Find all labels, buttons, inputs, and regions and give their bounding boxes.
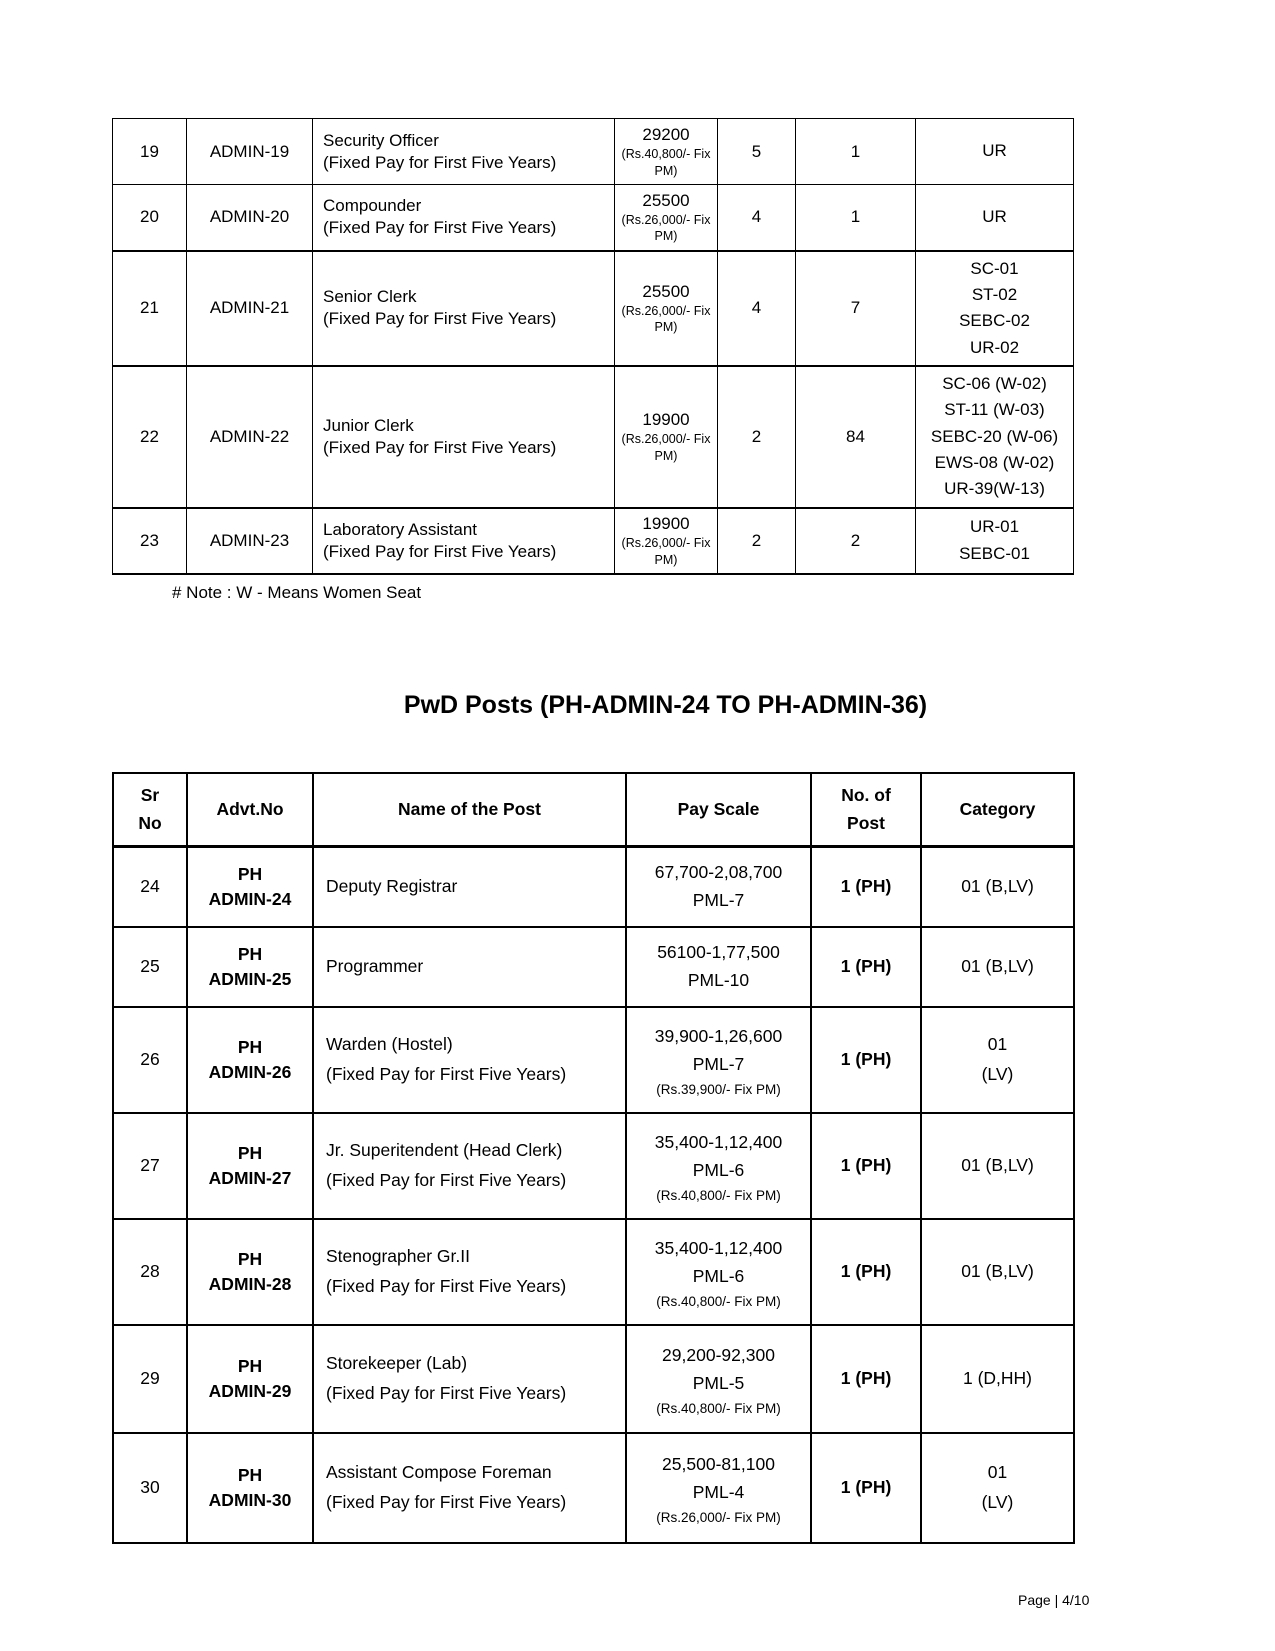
category-cell-line: UR-39(W-13) [944,479,1045,499]
pay-scale-cell-line: PML-10 [687,970,750,991]
pay-cell-sub: (Rs.26,000/- Fix PM) [621,432,711,463]
post-name-cell-line: Programmer [326,956,424,977]
pwd-posts-table [112,772,1075,1544]
table-row [113,1113,1074,1219]
category-cell-line: EWS-08 (W-02) [934,452,1055,472]
pay-scale-cell-line: PML-7 [692,1053,745,1074]
pay-scale-cell [626,847,811,927]
pay-scale-cell-line: PML-6 [692,1265,745,1286]
pay-level-cell: 5 [718,119,796,185]
category-cell-line: SEBC-02 [959,311,1030,331]
post-name-cell-line: Compounder [323,196,422,216]
category-cell-line: SC-06 (W-02) [942,373,1047,393]
category-cell [916,185,1074,251]
advt-no-cell-line: ADMIN-28 [208,1273,292,1294]
post-name-cell-line: Assistant Compose Foreman [326,1462,552,1483]
advt-no-cell-line: ADMIN-24 [208,888,292,909]
pay-scale-cell-line: 56100-1,77,500 [657,942,780,963]
pay-cell-line: 29200 [642,125,690,145]
post-name-cell-line: (Fixed Pay for First Five Years) [326,1064,567,1085]
advt-no-cell-line: PH [237,943,263,964]
header-name-of-post: Name of the Post [313,773,626,847]
category-cell-line: (LV) [981,1064,1014,1085]
post-name-cell-line: (Fixed Pay for First Five Years) [323,309,557,329]
advt-no-cell-line: PH [237,1248,263,1269]
advt-no-cell: ADMIN-23 [187,508,313,574]
post-name-cell-line: (Fixed Pay for First Five Years) [323,437,557,457]
header-sr-no-line: No [138,813,162,834]
advt-no-cell-line: ADMIN-26 [208,1061,292,1082]
post-name-cell [313,1113,626,1219]
pay-cell-sub: (Rs.26,000/- Fix PM) [621,213,711,244]
pay-scale-cell [626,1007,811,1113]
category-cell [921,1325,1074,1433]
post-name-cell [313,927,626,1007]
post-name-cell-line: (Fixed Pay for First Five Years) [323,152,557,172]
pwd-posts-heading: PwD Posts (PH-ADMIN-24 TO PH-ADMIN-36) [403,690,928,719]
sr-no-cell: 21 [113,251,187,366]
pay-scale-cell [626,1325,811,1433]
table-row [113,366,1074,508]
post-name-cell-line: (Fixed Pay for First Five Years) [326,1276,567,1297]
advt-no-cell: ADMIN-19 [187,119,313,185]
header-advt-no: Advt.No [187,773,313,847]
advt-no-cell: ADMIN-22 [187,366,313,508]
post-name-cell-line: Junior Clerk [323,415,414,435]
advt-no-cell-line: ADMIN-29 [208,1380,292,1401]
post-name-cell-line: (Fixed Pay for First Five Years) [326,1383,567,1404]
advt-no-cell-line: ADMIN-25 [208,968,292,989]
pay-scale-cell-sub: (Rs.40,800/- Fix PM) [656,1293,781,1309]
post-name-cell-line: (Fixed Pay for First Five Years) [326,1170,567,1191]
table-row [113,251,1074,366]
table-row [113,508,1074,574]
category-cell [916,251,1074,366]
advt-no-cell [187,1219,313,1325]
category-cell-line: UR-02 [969,337,1020,357]
pay-scale-cell-line: PML-4 [692,1481,745,1502]
sr-no-cell: 19 [113,119,187,185]
category-cell [916,119,1074,185]
pay-level-cell: 4 [718,251,796,366]
sr-no-cell: 23 [113,508,187,574]
header-row [113,773,1074,847]
advt-no-cell-line: ADMIN-27 [208,1167,292,1188]
no-of-post-cell: 1 (PH) [811,1433,921,1543]
pay-cell-sub: (Rs.26,000/- Fix PM) [621,303,711,335]
no-of-post-cell: 1 (PH) [811,1325,921,1433]
pay-level-cell: 2 [718,508,796,574]
advt-no-cell [187,1433,313,1543]
no-of-posts-cell: 1 [796,185,916,251]
table-row [113,1007,1074,1113]
pay-cell [615,185,718,251]
pay-scale-cell-line: PML-7 [692,890,745,911]
table-row [113,1219,1074,1325]
advt-no-cell-line: PH [237,863,263,884]
table-row [113,1433,1074,1543]
pay-cell [615,508,718,574]
post-name-cell-line: Jr. Superitendent (Head Clerk) [326,1140,563,1161]
advt-no-cell [187,1325,313,1433]
table-row [113,185,1074,251]
post-name-cell [313,366,615,508]
category-cell [921,1007,1074,1113]
sr-no-cell: 22 [113,366,187,508]
header-no-of-post [811,773,921,847]
pay-scale-cell-line: 35,400-1,12,400 [654,1131,783,1152]
post-name-cell-line: (Fixed Pay for First Five Years) [323,218,557,238]
table-row [113,927,1074,1007]
post-name-cell [313,251,615,366]
pay-scale-cell-line: PML-6 [692,1159,745,1180]
category-cell-line: 01 [987,1462,1008,1483]
pay-scale-cell-sub: (Rs.26,000/- Fix PM) [656,1509,781,1525]
post-name-cell-line: Senior Clerk [323,287,417,307]
category-cell-line: ST-11 (W-03) [944,400,1045,420]
pay-scale-cell-sub: (Rs.39,900/- Fix PM) [656,1081,781,1097]
pay-scale-cell-line: 35,400-1,12,400 [654,1237,783,1258]
category-cell-line: 01 (B,LV) [961,956,1034,977]
post-name-cell-line: (Fixed Pay for First Five Years) [323,541,557,561]
category-cell-line: 01 (B,LV) [961,1261,1034,1282]
advt-no-cell-line: PH [237,1036,263,1057]
category-cell-line: UR-01 [969,517,1020,537]
sr-no-cell: 25 [113,927,187,1007]
pay-cell-sub: (Rs.26,000/- Fix PM) [621,536,711,567]
advt-no-cell [187,847,313,927]
category-cell-line: 1 (D,HH) [962,1368,1033,1389]
post-name-cell [313,1007,626,1113]
category-cell-line: 01 [987,1034,1008,1055]
post-name-cell [313,1433,626,1543]
advt-no-cell-line: PH [237,1464,263,1485]
advt-no-cell [187,1007,313,1113]
no-of-post-cell: 1 (PH) [811,927,921,1007]
pay-scale-cell-sub: (Rs.40,800/- Fix PM) [656,1187,781,1203]
pay-cell-line: 19900 [642,410,690,430]
post-name-cell-line: Storekeeper (Lab) [326,1353,468,1374]
pay-cell-sub: (Rs.40,800/- Fix PM) [621,147,711,178]
no-of-posts-cell: 7 [796,251,916,366]
advt-no-cell: ADMIN-20 [187,185,313,251]
category-cell [916,508,1074,574]
pay-cell-line: 25500 [642,281,690,301]
pay-scale-cell [626,1219,811,1325]
pay-level-cell: 2 [718,366,796,508]
no-of-posts-cell: 2 [796,508,916,574]
header-sr-no-line: Sr [140,785,160,806]
advt-no-cell [187,1113,313,1219]
pay-scale-cell [626,1113,811,1219]
pay-scale-cell-line: 29,200-92,300 [662,1344,775,1365]
category-cell-line: SC-01 [970,258,1019,278]
no-of-posts-cell: 1 [796,119,916,185]
women-seat-note: # Note : W - Means Women Seat [172,582,422,602]
header-pay-scale: Pay Scale [626,773,811,847]
header-no-of-post-line: No. of [841,785,891,806]
post-name-cell-line: (Fixed Pay for First Five Years) [326,1492,567,1513]
category-cell-line: (LV) [981,1492,1014,1513]
post-name-cell [313,185,615,251]
category-cell-line: UR [982,141,1007,161]
sr-no-cell: 30 [113,1433,187,1543]
post-name-cell-line: Warden (Hostel) [326,1034,453,1055]
post-name-cell [313,847,626,927]
post-name-cell [313,508,615,574]
category-cell-line: ST-02 [971,284,1018,304]
pay-scale-cell-line: 67,700-2,08,700 [654,862,783,883]
category-cell-line: SEBC-01 [959,543,1030,563]
no-of-post-cell: 1 (PH) [811,1113,921,1219]
category-cell [921,1113,1074,1219]
sr-no-cell: 27 [113,1113,187,1219]
no-of-post-cell: 1 (PH) [811,847,921,927]
pay-scale-cell [626,1433,811,1543]
post-name-cell-line: Security Officer [323,130,439,150]
sr-no-cell: 20 [113,185,187,251]
sr-no-cell: 28 [113,1219,187,1325]
pay-cell [615,366,718,508]
sr-no-cell: 24 [113,847,187,927]
table-row [113,119,1074,185]
advt-no-cell-line: PH [237,1355,263,1376]
no-of-post-cell: 1 (PH) [811,1219,921,1325]
post-name-cell-line: Laboratory Assistant [323,519,478,539]
pay-scale-cell-line: PML-5 [692,1372,745,1393]
pay-scale-cell-sub: (Rs.40,800/- Fix PM) [656,1400,781,1416]
post-name-cell [313,1219,626,1325]
category-cell-line: 01 (B,LV) [961,876,1034,897]
advt-no-cell [187,927,313,1007]
category-cell [921,1219,1074,1325]
advt-no-cell-line: ADMIN-30 [208,1489,292,1510]
table-row [113,847,1074,927]
post-name-cell [313,1325,626,1433]
sr-no-cell: 26 [113,1007,187,1113]
pay-cell [615,119,718,185]
table-row [113,1325,1074,1433]
post-name-cell-line: Deputy Registrar [326,876,458,897]
pay-scale-cell-line: 25,500-81,100 [662,1453,775,1474]
post-name-cell [313,119,615,185]
header-sr-no [113,773,187,847]
post-name-cell-line: Stenographer Gr.II [326,1246,470,1267]
admin-posts-continuation-table [112,118,1074,575]
pay-cell-line: 19900 [642,514,690,534]
no-of-posts-cell: 84 [796,366,916,508]
category-cell [916,366,1074,508]
pay-cell-line: 25500 [642,191,690,210]
pay-level-cell: 4 [718,185,796,251]
category-cell-line: SEBC-20 (W-06) [930,426,1059,446]
pay-cell [615,251,718,366]
page-number: Page | 4/10 [1018,1592,1090,1608]
advt-no-cell: ADMIN-21 [187,251,313,366]
pay-scale-cell-line: 39,900-1,26,600 [654,1025,783,1046]
advt-no-cell-line: PH [237,1142,263,1163]
header-no-of-post-line: Post [847,813,885,834]
header-category: Category [921,773,1074,847]
category-cell-line: 01 (B,LV) [961,1155,1034,1176]
category-cell [921,1433,1074,1543]
no-of-post-cell: 1 (PH) [811,1007,921,1113]
pay-scale-cell [626,927,811,1007]
sr-no-cell: 29 [113,1325,187,1433]
category-cell [921,927,1074,1007]
category-cell-line: UR [982,207,1007,227]
category-cell [921,847,1074,927]
